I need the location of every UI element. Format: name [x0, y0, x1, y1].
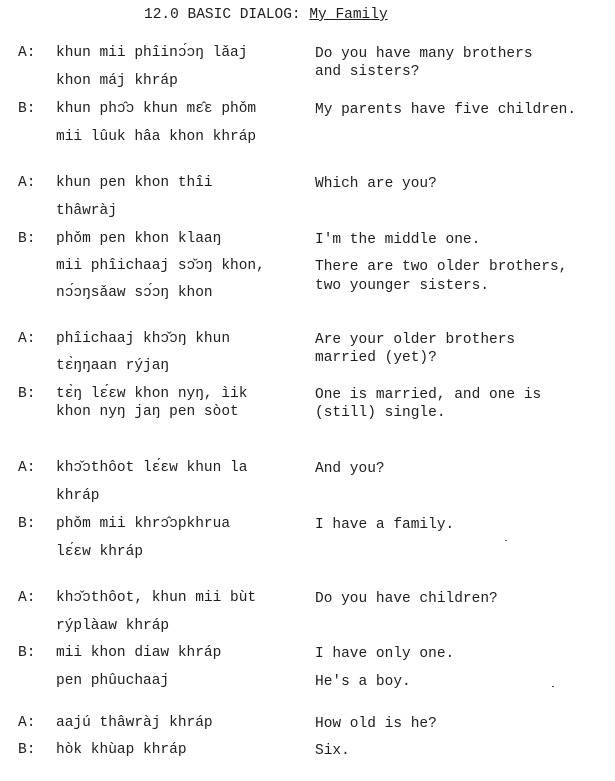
- english-text: I have only one.: [315, 646, 455, 662]
- dialog-line: [0, 404, 615, 430]
- english-text: He's a boy.: [315, 674, 411, 690]
- english-text: married (yet)?: [315, 350, 437, 366]
- speaker-label: B:: [18, 516, 36, 532]
- speaker-label: A:: [18, 715, 36, 731]
- dialog-line: [0, 101, 615, 127]
- dialog-line: [0, 488, 615, 514]
- english-text: I'm the middle one.: [315, 232, 481, 248]
- thai-text: lɛ́ɛw khráp: [56, 544, 144, 560]
- thai-text: tɛ̀ŋŋaan rýjaŋ: [56, 358, 170, 374]
- dialog-line: [0, 203, 615, 229]
- english-text: Six.: [315, 743, 350, 759]
- dialog-line: [0, 231, 615, 257]
- dialog-line: [0, 618, 615, 644]
- english-text: Do you have many brothers: [315, 46, 533, 62]
- english-text: (still) single.: [315, 405, 446, 421]
- speaker-label: B:: [18, 742, 36, 758]
- thai-text: khráp: [56, 488, 100, 504]
- english-text: One is married, and one is: [315, 387, 542, 403]
- thai-text: khɔ̌ɔthôot, khun mii bùt: [56, 590, 257, 606]
- speaker-label: A:: [18, 331, 36, 347]
- english-text: Are your older brothers: [315, 332, 516, 348]
- section-subtitle: My Family: [309, 7, 388, 23]
- dialog-line: [0, 285, 615, 311]
- thai-text: khun mii phîinɔ́ɔŋ lǎaj: [56, 45, 248, 61]
- dialog-line: [0, 460, 615, 486]
- dialog-line: [0, 590, 615, 616]
- thai-text: rýplàaw khráp: [56, 618, 170, 634]
- speaker-label: A:: [18, 45, 36, 61]
- scan-speck: [505, 540, 507, 541]
- thai-text: thâwràj: [56, 203, 117, 219]
- section-heading: BASIC DIALOG:: [187, 7, 301, 23]
- english-text: My parents have five children.: [315, 102, 577, 118]
- english-text: Do you have children?: [315, 591, 498, 607]
- thai-text: tɛ̀ŋ lɛ́ɛw khon nyŋ, ìik: [56, 386, 248, 402]
- thai-text: mii khon diaw khráp: [56, 645, 222, 661]
- dialog-line: [0, 673, 615, 699]
- dialog-line: [0, 175, 615, 201]
- english-text: There are two older brothers,: [315, 259, 568, 275]
- thai-text: khon nyŋ jaŋ pen sòot: [56, 404, 239, 420]
- scan-speck: [552, 686, 554, 687]
- thai-text: aajú thâwràj khráp: [56, 715, 213, 731]
- english-text: I have a family.: [315, 517, 455, 533]
- speaker-label: B:: [18, 101, 36, 117]
- english-text: two younger sisters.: [315, 278, 490, 294]
- thai-text: phǒm pen khon klaaŋ: [56, 231, 222, 247]
- dialog-line: [0, 516, 615, 542]
- thai-text: khɔ̌ɔthôot lɛ́ɛw khun la: [56, 460, 248, 476]
- english-text: Which are you?: [315, 176, 437, 192]
- thai-text: hòk khùap khráp: [56, 742, 187, 758]
- thai-text: phîichaaj khɔ̌ɔŋ khun: [56, 331, 231, 347]
- dialog-line: [0, 73, 615, 99]
- thai-text: khon máj khráp: [56, 73, 178, 89]
- thai-text: mii phîichaaj sɔ̌ɔŋ khon,: [56, 258, 265, 274]
- page-title: [144, 7, 388, 23]
- section-number: 12.0: [144, 7, 179, 23]
- thai-text: nɔ́ɔŋsǎaw sɔ́ɔŋ khon: [56, 285, 213, 301]
- speaker-label: A:: [18, 590, 36, 606]
- speaker-label: B:: [18, 231, 36, 247]
- dialog-line: [0, 129, 615, 155]
- english-text: And you?: [315, 461, 385, 477]
- dialog-line: [0, 544, 615, 570]
- speaker-label: B:: [18, 386, 36, 402]
- english-text: How old is he?: [315, 716, 437, 732]
- thai-text: khun phɔ̂ɔ khun mɛ̂ɛ phǒm: [56, 101, 257, 117]
- dialog-line: [0, 715, 615, 741]
- thai-text: khun pen khon thîi: [56, 175, 213, 191]
- thai-text: pen phûuchaaj: [56, 673, 170, 689]
- dialog-line: [0, 645, 615, 671]
- thai-text: phǒm mii khrɔ̂ɔpkhrua: [56, 516, 231, 532]
- speaker-label: A:: [18, 175, 36, 191]
- dialog-line: [0, 358, 615, 384]
- speaker-label: B:: [18, 645, 36, 661]
- thai-text: mii lûuk hâa khon khráp: [56, 129, 257, 145]
- speaker-label: A:: [18, 460, 36, 476]
- dialog-line: [0, 742, 615, 768]
- english-text: and sisters?: [315, 64, 420, 80]
